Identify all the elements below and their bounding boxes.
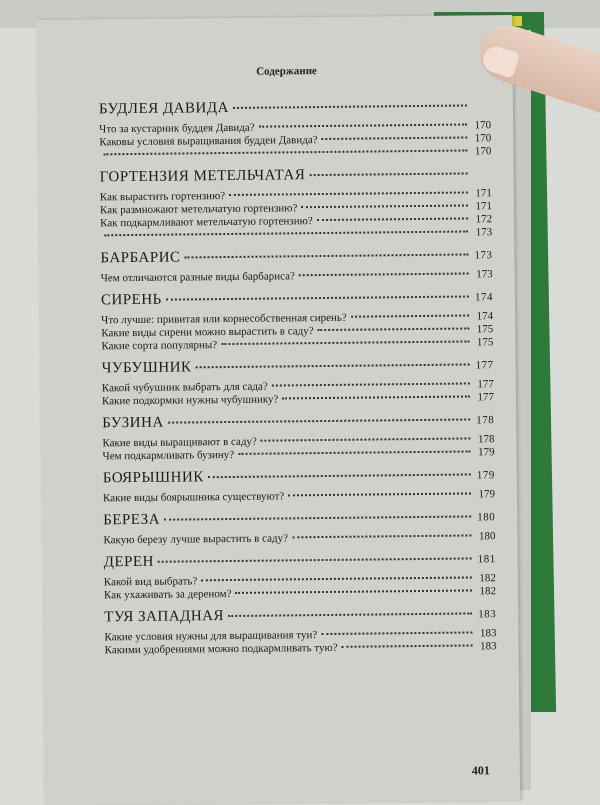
toc-entry	[103, 530, 495, 546]
entry-text: Какую березу лучше вырастить в саду?	[103, 532, 288, 546]
entry-text: Какие виды боярышника существуют?	[103, 490, 284, 504]
entry-text: Что за кустарник буддея Давида?	[99, 122, 255, 136]
section-page: 183	[476, 608, 496, 620]
entry-page: 178	[474, 433, 494, 445]
entry-text: Какие виды сирени можно вырастить в саду?	[101, 325, 313, 339]
entry-text: Что лучше: привитая или корнесобственная сирень?	[101, 312, 347, 327]
dot-leader	[168, 418, 470, 423]
dot-leader	[299, 272, 469, 276]
dot-leader	[103, 149, 467, 155]
dot-leader	[233, 104, 467, 108]
section-page: 174	[473, 291, 493, 303]
dot-leader	[158, 557, 472, 562]
dot-leader	[208, 473, 471, 478]
dot-leader	[301, 204, 468, 208]
toc-heading	[102, 356, 494, 377]
entry-text: Каковы условия выращивания буддеи Давида?	[99, 134, 317, 148]
dot-leader	[201, 576, 472, 581]
section-page: 178	[474, 414, 494, 426]
dot-leader	[104, 230, 468, 236]
dot-leader	[322, 136, 468, 140]
toc-section	[104, 550, 496, 601]
dot-leader	[259, 123, 468, 127]
toc-heading	[104, 605, 496, 626]
entry-page: 170	[471, 132, 491, 144]
section-title: БОЯРЫШНИК	[103, 469, 204, 487]
toc-heading	[101, 288, 493, 309]
toc-section	[100, 246, 492, 284]
entry-text: Как ухаживать за дереном?	[104, 588, 232, 601]
entry-page: 170	[471, 145, 491, 157]
dot-leader	[292, 534, 471, 538]
entry-page: 173	[472, 226, 492, 238]
toc-entry	[103, 488, 495, 504]
section-title: ГОРТЕНЗИЯ МЕТЕЛЬЧАТАЯ	[100, 167, 306, 186]
entry-text: Какой вид выбрать?	[104, 575, 198, 588]
entry-page: 174	[473, 310, 493, 322]
dot-leader	[318, 327, 470, 331]
dot-leader	[185, 253, 469, 258]
toc-section	[101, 288, 494, 352]
dot-leader	[288, 492, 471, 496]
entry-page: 182	[476, 585, 496, 597]
dot-leader	[238, 450, 470, 454]
page-header: Содержание	[186, 64, 386, 78]
entry-page: 170	[471, 119, 491, 131]
entry-text: Чем отличаются разные виды барбариса?	[101, 270, 295, 284]
entry-page: 179	[474, 446, 494, 458]
entry-page: 177	[474, 391, 494, 403]
entry-text: Какие виды выращивают в саду?	[102, 436, 257, 450]
entry-text: Какие подкормки нужны чубушнику?	[102, 393, 279, 407]
book-page	[36, 15, 520, 805]
toc-section	[100, 165, 493, 242]
dot-leader	[221, 340, 469, 345]
entry-page: 179	[475, 488, 495, 500]
entry-text: Какие сорта популярны?	[101, 339, 217, 352]
section-title: БАРБАРИС	[100, 250, 180, 268]
dot-leader	[342, 644, 473, 647]
section-title: ТУЯ ЗАПАДНАЯ	[104, 608, 224, 626]
dot-leader	[228, 612, 472, 617]
section-title: СИРЕНЬ	[101, 292, 162, 310]
dot-leader	[282, 395, 470, 399]
dot-leader	[235, 589, 472, 593]
section-page: 173	[472, 249, 492, 261]
entry-text: Как подкармливают метельчатую гортензию?	[100, 215, 313, 229]
section-title: БУЗИНА	[102, 415, 164, 433]
toc-heading	[99, 97, 491, 118]
section-title: ЧУБУШНИК	[102, 359, 192, 377]
section-page: 179	[475, 469, 495, 481]
entry-text: Какими удобрениями можно подкармливать тую?	[105, 642, 338, 656]
entry-page: 175	[473, 336, 493, 348]
entry-page: 180	[475, 530, 495, 542]
entry-page: 183	[477, 640, 497, 652]
section-title: ДЕРЕН	[104, 554, 154, 572]
entry-page: 175	[473, 323, 493, 335]
toc-heading	[103, 508, 495, 529]
dot-leader	[166, 295, 469, 300]
dot-leader	[196, 363, 470, 368]
dot-leader	[309, 172, 467, 176]
toc-heading	[103, 466, 495, 487]
entry-page: 172	[472, 213, 492, 225]
entry-page: 171	[472, 187, 492, 199]
entry-page: 182	[476, 572, 496, 584]
entry-text: Как вырастить гортензию?	[100, 190, 225, 203]
section-title: БЕРЕЗА	[103, 512, 160, 530]
toc-heading	[102, 411, 494, 432]
dot-leader	[351, 314, 469, 317]
toc-section	[102, 356, 494, 407]
section-page: 181	[476, 553, 496, 565]
section-title: БУДЛЕЯ ДАВИДА	[99, 100, 229, 118]
entry-text: Какой чубушник выбрать для сада?	[102, 381, 268, 395]
section-page: 180	[475, 511, 495, 523]
toc-section	[104, 605, 496, 656]
dot-leader	[164, 515, 471, 520]
section-page: 177	[474, 359, 494, 371]
dot-leader	[272, 382, 470, 386]
dot-leader	[317, 217, 468, 221]
table-of-contents	[99, 97, 497, 664]
entry-page: 171	[472, 200, 492, 212]
page-number: 401	[472, 763, 490, 778]
entry-page: 177	[474, 378, 494, 390]
entry-text: Как размножают метельчатую гортензию?	[100, 202, 298, 216]
dot-leader	[321, 631, 472, 635]
toc-section	[103, 508, 495, 546]
toc-heading	[104, 550, 496, 571]
toc-heading	[100, 165, 492, 186]
entry-page: 183	[476, 627, 496, 639]
entry-text: Чем подкармливать бузину?	[103, 449, 235, 462]
dot-leader	[229, 191, 468, 195]
entry-page: 173	[473, 268, 493, 280]
toc-section	[102, 411, 494, 462]
toc-heading	[100, 246, 492, 267]
toc-section	[103, 466, 495, 504]
dot-leader	[261, 437, 471, 441]
entry-text: Какие условия нужны для выращивания туи?	[104, 629, 317, 643]
toc-entry	[101, 268, 493, 284]
toc-section	[99, 97, 492, 161]
